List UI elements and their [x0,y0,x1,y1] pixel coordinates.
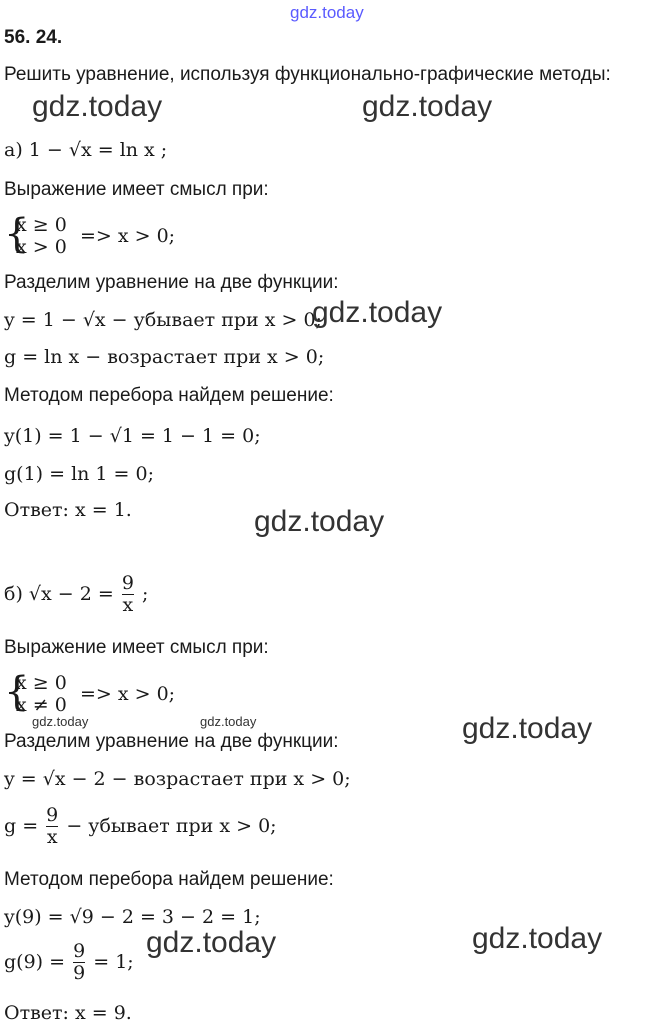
calc-prefix: g(9) = [4,950,66,973]
part-a-system [4,211,264,258]
part-a-calc-g: g(1) = ln 1 = 0; [4,463,155,485]
watermark: gdz.today [200,714,257,729]
fraction-numerator: 9 [121,572,134,594]
part-b-equation [4,574,148,616]
fraction-numerator: 9 [46,804,59,826]
func-suffix: − убывает при x > 0; [66,814,277,837]
watermark: gdz.today [254,505,385,538]
system-result: => x > 0; [80,683,176,705]
system-row: x ≠ 0 [16,694,67,716]
part-a-answer: Ответ: x = 1. [4,499,132,521]
system-row: x > 0 [16,236,67,258]
watermark: gdz.today [312,296,443,329]
part-b-calc-g [4,942,134,984]
system-row: x ≥ 0 [16,672,67,694]
part-a-equation: а) 1 − √x = ln x ; [4,139,168,161]
part-a-split-heading: Разделим уравнение на две функции: [4,272,339,293]
watermark: gdz.today [462,712,593,745]
fraction [46,806,58,848]
watermark: gdz.today [32,90,163,123]
fraction-denominator: 9 [73,961,86,984]
watermark-top: gdz.today [290,3,364,22]
watermark: gdz.today [146,926,277,959]
left-brace: { [4,669,30,715]
part-a-search-heading: Методом перебора найдем решение: [4,385,334,406]
fraction-denominator: x [122,593,134,616]
task-instruction: Решить уравнение, используя функционально-графические методы: [4,64,611,85]
part-b-answer: Ответ: x = 9. [4,1002,132,1024]
part-b-system [4,669,264,716]
part-a-domain-heading: Выражение имеет смысл при: [4,179,269,200]
part-a-func-y: y = 1 − √x − убывает при x > 0; [4,309,322,331]
fraction-numerator: 9 [73,940,86,962]
system-row: x ≥ 0 [16,214,67,236]
system-result: => x > 0; [80,225,176,247]
part-b-calc-y: y(9) = √9 − 2 = 3 − 2 = 1; [4,906,261,928]
fraction-denominator: x [46,825,58,848]
watermark: gdz.today [32,714,89,729]
watermark: gdz.today [362,90,493,123]
part-b-func-g [4,806,277,848]
func-prefix: g = [4,814,39,837]
equation-prefix: б) √x − 2 = [4,582,114,605]
calc-suffix: = 1; [93,950,134,973]
fraction [122,574,134,616]
part-b-domain-heading: Выражение имеет смысл при: [4,637,269,658]
part-a-calc-y: y(1) = 1 − √1 = 1 − 1 = 0; [4,425,261,447]
part-b-split-heading: Разделим уравнение на две функции: [4,731,339,752]
part-b-func-y: y = √x − 2 − возрастает при x > 0; [4,768,351,790]
task-number: 56. 24. [4,27,63,48]
part-b-search-heading: Методом перебора найдем решение: [4,869,334,890]
watermark: gdz.today [472,922,603,955]
equation-suffix: ; [141,582,149,605]
part-a-func-g: g = ln x − возрастает при x > 0; [4,346,325,368]
left-brace: { [4,211,30,257]
fraction [73,942,85,984]
